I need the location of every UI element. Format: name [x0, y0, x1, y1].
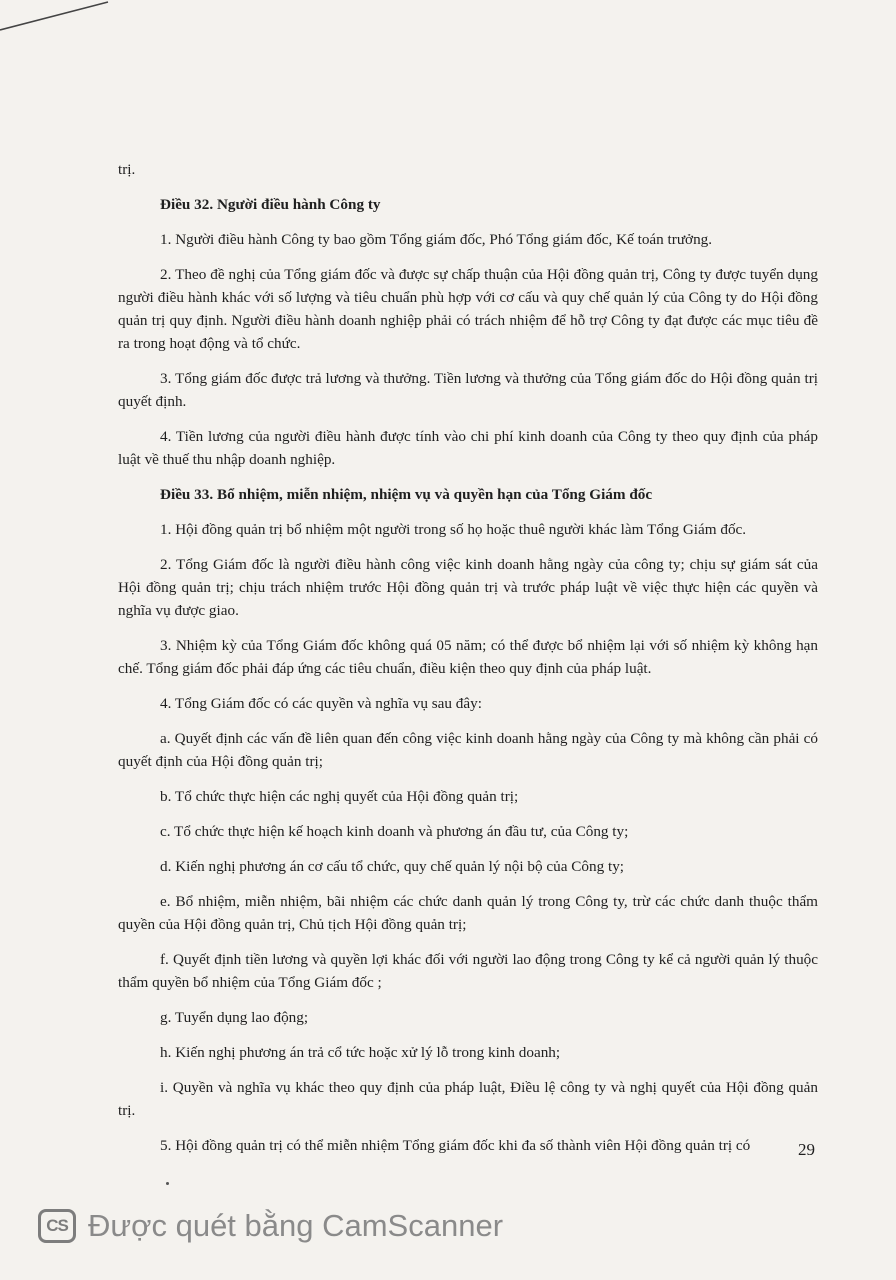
article-33-paragraph: 1. Hội đồng quản trị bổ nhiệm một người trong số họ hoặc thuê người khác làm Tổng Giám đốc.	[160, 521, 747, 538]
article-33-paragraph: 5. Hội đồng quản trị có thể miễn nhiệm Tổng giám đốc khi đa số thành viên Hội đồng quản trị có	[160, 1137, 751, 1154]
pen-stroke-mark	[0, 0, 130, 40]
continued-text: trị.	[118, 161, 136, 178]
article-32-paragraph: 2. Theo đề nghị của Tổng giám đốc và được sự chấp thuận của Hội đồng quản trị, Công ty được tuyển dụng người điều hành khác với số lượng và tiêu chuẩn phù hợp với cơ cấu và quy chế quản lý của Công ty do Hội đồng quản trị quy định. Người điều hành doanh nghiệp phải có trách nhiệm để hỗ trợ Công ty đạt được các mục tiêu đề ra trong hoạt động và tổ chức.	[118, 266, 818, 352]
article-33-item: g. Tuyển dụng lao động;	[160, 1009, 309, 1026]
article-33-paragraph: 2. Tổng Giám đốc là người điều hành công việc kinh doanh hằng ngày của công ty; chịu sự giám sát của Hội đồng quản trị; chịu trách nhiệm trước Hội đồng quản trị và trước pháp luật về việc thực hiện các quyền và nghĩa vụ được giao.	[118, 556, 818, 619]
article-33-item: i. Quyền và nghĩa vụ khác theo quy định của pháp luật, Điều lệ công ty và nghị quyết của Hội đồng quản trị.	[118, 1079, 818, 1119]
article-33-item: e. Bổ nhiệm, miễn nhiệm, bãi nhiệm các chức danh quản lý trong Công ty, trừ các chức danh thuộc thẩm quyền của Hội đồng quản trị, Chủ tịch Hội đồng quản trị;	[118, 893, 818, 933]
document-body	[118, 158, 818, 1169]
article-33-paragraph: 4. Tổng Giám đốc có các quyền và nghĩa vụ sau đây:	[160, 695, 482, 712]
article-33-item: a. Quyết định các vấn đề liên quan đến công việc kinh doanh hằng ngày của Công ty mà không cần phải có quyết định của Hội đồng quản trị;	[118, 730, 818, 770]
article-32-paragraph: 4. Tiền lương của người điều hành được tính vào chi phí kinh doanh của Công ty theo quy định của pháp luật về thuế thu nhập doanh nghiệp.	[118, 428, 818, 468]
camscanner-logo-icon: CS	[38, 1209, 76, 1243]
article-33-item: f. Quyết định tiền lương và quyền lợi khác đối với người lao động trong Công ty kể cả người quản lý thuộc thẩm quyền bổ nhiệm của Tổng Giám đốc ;	[118, 951, 818, 991]
camscanner-watermark	[38, 1206, 503, 1246]
article-33-item: b. Tổ chức thực hiện các nghị quyết của Hội đồng quản trị;	[160, 788, 519, 805]
article-32-paragraph: 3. Tổng giám đốc được trả lương và thưởng. Tiền lương và thưởng của Tổng giám đốc do Hội đồng quản trị quyết định.	[118, 370, 818, 410]
article-33-item: h. Kiến nghị phương án trả cổ tức hoặc xử lý lỗ trong kinh doanh;	[160, 1044, 561, 1061]
article-33-item: d. Kiến nghị phương án cơ cấu tổ chức, quy chế quản lý nội bộ của Công ty;	[160, 858, 625, 875]
article-33-paragraph: 3. Nhiệm kỳ của Tổng Giám đốc không quá 05 năm; có thể được bổ nhiệm lại với số nhiệm kỳ không hạn chế. Tổng giám đốc phải đáp ứng các tiêu chuẩn, điều kiện theo quy định của pháp luật.	[118, 637, 818, 677]
watermark-text: Được quét bằng CamScanner	[88, 1208, 504, 1243]
article-33-item: c. Tổ chức thực hiện kế hoạch kinh doanh và phương án đầu tư, của Công ty;	[160, 823, 629, 840]
article-32-heading: Điều 32. Người điều hành Công ty	[160, 196, 381, 213]
article-32-paragraph: 1. Người điều hành Công ty bao gồm Tổng giám đốc, Phó Tổng giám đốc, Kế toán trưởng.	[160, 231, 713, 248]
article-33-heading: Điều 33. Bổ nhiệm, miễn nhiệm, nhiệm vụ và quyền hạn của Tổng Giám đốc	[160, 486, 653, 503]
scan-speck	[166, 1182, 169, 1185]
page-number: 29	[798, 1140, 815, 1159]
